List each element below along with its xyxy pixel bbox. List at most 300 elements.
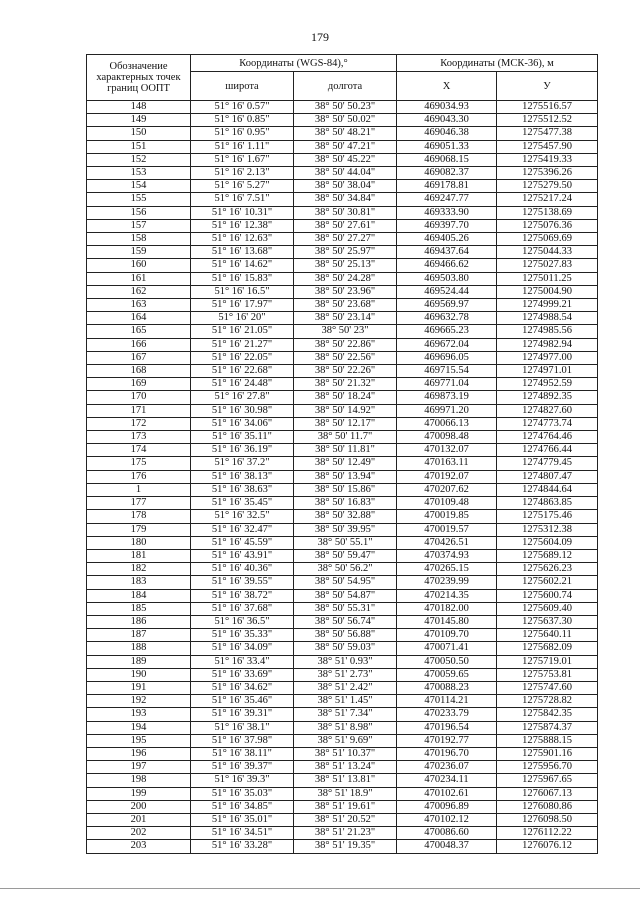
longitude-cell: 38° 51' 20.52": [294, 813, 397, 826]
longitude-cell: 38° 50' 11.81": [294, 444, 397, 457]
longitude-cell: 38° 51' 0.93": [294, 655, 397, 668]
latitude-cell: 51° 16' 21.27": [191, 338, 294, 351]
point-number-cell: 181: [87, 549, 191, 562]
x-cell: 469034.93: [397, 101, 497, 114]
latitude-cell: 51° 16' 36.19": [191, 444, 294, 457]
table-row: [87, 378, 598, 391]
x-cell: 470233.79: [397, 708, 497, 721]
x-cell: 470239.99: [397, 576, 497, 589]
x-cell: 470182.00: [397, 602, 497, 615]
x-cell: 470426.51: [397, 536, 497, 549]
table-row: [87, 642, 598, 655]
y-cell: 1274977.00: [497, 351, 598, 364]
table-row: [87, 629, 598, 642]
x-cell: 469043.30: [397, 114, 497, 127]
y-cell: 1274863.85: [497, 497, 598, 510]
point-number-cell: 155: [87, 193, 191, 206]
y-cell: 1275967.65: [497, 774, 598, 787]
point-number-cell: 168: [87, 365, 191, 378]
latitude-cell: 51° 16' 0.57": [191, 101, 294, 114]
y-cell: 1274985.56: [497, 325, 598, 338]
table-row: [87, 246, 598, 259]
point-number-cell: 157: [87, 219, 191, 232]
y-cell: 1275138.69: [497, 206, 598, 219]
latitude-cell: 51° 16' 20": [191, 312, 294, 325]
x-cell: 470192.77: [397, 734, 497, 747]
table-row: [87, 312, 598, 325]
table-row: [87, 101, 598, 114]
table-row: [87, 470, 598, 483]
table-row: [87, 180, 598, 193]
table-row: [87, 761, 598, 774]
y-cell: 1275719.01: [497, 655, 598, 668]
latitude-cell: 51° 16' 13.68": [191, 246, 294, 259]
x-header: Х: [397, 72, 497, 101]
x-cell: 470102.12: [397, 813, 497, 826]
x-cell: 470109.48: [397, 497, 497, 510]
y-cell: 1275609.40: [497, 602, 598, 615]
latitude-cell: 51° 16' 38.11": [191, 747, 294, 760]
point-number-cell: 191: [87, 681, 191, 694]
longitude-cell: 38° 50' 15.86": [294, 483, 397, 496]
latitude-cell: 51° 16' 32.5": [191, 510, 294, 523]
x-cell: 469672.04: [397, 338, 497, 351]
longitude-cell: 38° 50' 54.87": [294, 589, 397, 602]
table-row: [87, 615, 598, 628]
table-row: [87, 655, 598, 668]
latitude-cell: 51° 16' 35.45": [191, 497, 294, 510]
y-cell: 1275874.37: [497, 721, 598, 734]
x-cell: 469873.19: [397, 391, 497, 404]
x-cell: 469178.81: [397, 180, 497, 193]
point-number-cell: 179: [87, 523, 191, 536]
y-cell: 1275626.23: [497, 563, 598, 576]
coordinates-table: [86, 54, 598, 854]
y-cell: 1274766.44: [497, 444, 598, 457]
latitude-cell: 51° 16' 27.8": [191, 391, 294, 404]
point-number-cell: 198: [87, 774, 191, 787]
longitude-cell: 38° 51' 8.98": [294, 721, 397, 734]
table-row: [87, 497, 598, 510]
longitude-cell: 38° 50' 30.81": [294, 206, 397, 219]
point-number-cell: 177: [87, 497, 191, 510]
point-number-cell: 185: [87, 602, 191, 615]
y-cell: 1274807.47: [497, 470, 598, 483]
longitude-cell: 38° 50' 56.74": [294, 615, 397, 628]
longitude-cell: 38° 50' 50.23": [294, 101, 397, 114]
point-number-cell: 189: [87, 655, 191, 668]
latitude-cell: 51° 16' 2.13": [191, 167, 294, 180]
x-cell: 470059.65: [397, 668, 497, 681]
x-cell: 469082.37: [397, 167, 497, 180]
table-row: [87, 444, 598, 457]
longitude-cell: 38° 50' 59.47": [294, 549, 397, 562]
table-row: [87, 338, 598, 351]
latitude-cell: 51° 16' 15.83": [191, 272, 294, 285]
longitude-cell: 38° 50' 25.13": [294, 259, 397, 272]
table-row: [87, 840, 598, 853]
longitude-cell: 38° 50' 39.95": [294, 523, 397, 536]
point-number-cell: 203: [87, 840, 191, 853]
table-row: [87, 167, 598, 180]
table-row: [87, 721, 598, 734]
y-cell: 1275279.50: [497, 180, 598, 193]
point-number-cell: 173: [87, 431, 191, 444]
longitude-cell: 38° 50' 32.88": [294, 510, 397, 523]
longitude-cell: 38° 51' 21.23": [294, 827, 397, 840]
latitude-cell: 51° 16' 38.63": [191, 483, 294, 496]
y-cell: 1274892.35: [497, 391, 598, 404]
point-number-cell: 149: [87, 114, 191, 127]
latitude-cell: 51° 16' 34.51": [191, 827, 294, 840]
point-number-cell: 154: [87, 180, 191, 193]
point-number-cell: 174: [87, 444, 191, 457]
latitude-cell: 51° 16' 45.59": [191, 536, 294, 549]
y-cell: 1275901.16: [497, 747, 598, 760]
table-row: [87, 457, 598, 470]
wgs84-header: Координаты (WGS-84),°: [191, 55, 397, 72]
table-row: [87, 391, 598, 404]
point-number-cell: 158: [87, 233, 191, 246]
longitude-cell: 38° 50' 18.24": [294, 391, 397, 404]
point-number-cell: 170: [87, 391, 191, 404]
longitude-cell: 38° 50' 54.95": [294, 576, 397, 589]
point-number-cell: 180: [87, 536, 191, 549]
latitude-cell: 51° 16' 7.51": [191, 193, 294, 206]
latitude-cell: 51° 16' 36.5": [191, 615, 294, 628]
y-cell: 1274999.21: [497, 299, 598, 312]
latitude-cell: 51° 16' 24.48": [191, 378, 294, 391]
latitude-cell: 51° 16' 34.06": [191, 417, 294, 430]
y-cell: 1275175.46: [497, 510, 598, 523]
y-cell: 1276067.13: [497, 787, 598, 800]
longitude-cell: 38° 50' 45.22": [294, 153, 397, 166]
x-cell: 470019.85: [397, 510, 497, 523]
y-cell: 1276098.50: [497, 813, 598, 826]
table-row: [87, 589, 598, 602]
x-cell: 470050.50: [397, 655, 497, 668]
latitude-cell: 51° 16' 33.4": [191, 655, 294, 668]
table-row: [87, 365, 598, 378]
longitude-cell: 38° 50' 21.32": [294, 378, 397, 391]
point-number-cell: 167: [87, 351, 191, 364]
longitude-cell: 38° 50' 34.84": [294, 193, 397, 206]
x-cell: 470265.15: [397, 563, 497, 576]
latitude-cell: 51° 16' 1.67": [191, 153, 294, 166]
longitude-cell: 38° 51' 19.35": [294, 840, 397, 853]
x-cell: 469503.80: [397, 272, 497, 285]
y-cell: 1274764.46: [497, 431, 598, 444]
table-row: [87, 708, 598, 721]
longitude-cell: 38° 51' 1.45": [294, 695, 397, 708]
point-number-cell: 151: [87, 140, 191, 153]
x-cell: 470196.70: [397, 747, 497, 760]
x-cell: 469715.54: [397, 365, 497, 378]
point-number-cell: 153: [87, 167, 191, 180]
table-row: [87, 563, 598, 576]
y-cell: 1275516.57: [497, 101, 598, 114]
latitude-cell: 51° 16' 37.2": [191, 457, 294, 470]
x-cell: 470236.07: [397, 761, 497, 774]
longitude-cell: 38° 50' 56.88": [294, 629, 397, 642]
x-cell: 470145.80: [397, 615, 497, 628]
point-number-cell: 184: [87, 589, 191, 602]
point-number-cell: 182: [87, 563, 191, 576]
longitude-cell: 38° 50' 12.49": [294, 457, 397, 470]
y-cell: 1275477.38: [497, 127, 598, 140]
msk36-header: Координаты (МСК-36), м: [397, 55, 598, 72]
point-number-cell: 178: [87, 510, 191, 523]
latitude-cell: 51° 16' 43.91": [191, 549, 294, 562]
point-designation-header: Обозначение характерных точек границ ООПТ: [87, 55, 191, 101]
table-row: [87, 285, 598, 298]
longitude-cell: 38° 51' 19.61": [294, 800, 397, 813]
y-cell: 1274982.94: [497, 338, 598, 351]
table-row: [87, 431, 598, 444]
longitude-cell: 38° 50' 23.96": [294, 285, 397, 298]
longitude-cell: 38° 50' 14.92": [294, 404, 397, 417]
x-cell: 469405.26: [397, 233, 497, 246]
y-cell: 1274952.59: [497, 378, 598, 391]
table-row: [87, 153, 598, 166]
latitude-cell: 51° 16' 10.31": [191, 206, 294, 219]
latitude-cell: 51° 16' 0.85": [191, 114, 294, 127]
y-cell: 1275419.33: [497, 153, 598, 166]
x-cell: 469466.62: [397, 259, 497, 272]
point-number-cell: 200: [87, 800, 191, 813]
table-row: [87, 114, 598, 127]
table-row: [87, 576, 598, 589]
latitude-cell: 51° 16' 39.3": [191, 774, 294, 787]
latitude-cell: 51° 16' 16.5": [191, 285, 294, 298]
y-cell: 1275728.82: [497, 695, 598, 708]
x-cell: 470214.35: [397, 589, 497, 602]
latitude-cell: 51° 16' 32.47": [191, 523, 294, 536]
table-row: [87, 417, 598, 430]
latitude-cell: 51° 16' 33.69": [191, 668, 294, 681]
latitude-cell: 51° 16' 0.95": [191, 127, 294, 140]
x-cell: 469333.90: [397, 206, 497, 219]
latitude-cell: 51° 16' 22.05": [191, 351, 294, 364]
x-cell: 469397.70: [397, 219, 497, 232]
table-row: [87, 774, 598, 787]
y-cell: 1275069.69: [497, 233, 598, 246]
latitude-cell: 51° 16' 30.98": [191, 404, 294, 417]
table-row: [87, 351, 598, 364]
table-row: [87, 483, 598, 496]
x-cell: 469771.04: [397, 378, 497, 391]
latitude-cell: 51° 16' 35.03": [191, 787, 294, 800]
longitude-cell: 38° 51' 7.34": [294, 708, 397, 721]
table-row: [87, 404, 598, 417]
table-row: [87, 734, 598, 747]
point-number-cell: 190: [87, 668, 191, 681]
page-number: 179: [311, 30, 329, 44]
longitude-cell: 38° 50' 59.03": [294, 642, 397, 655]
page-bottom-rule: [0, 888, 640, 889]
table-row: [87, 233, 598, 246]
point-number-cell: 195: [87, 734, 191, 747]
x-cell: 470196.54: [397, 721, 497, 734]
x-cell: 470086.60: [397, 827, 497, 840]
y-cell: 1275011.25: [497, 272, 598, 285]
x-cell: 469569.97: [397, 299, 497, 312]
longitude-cell: 38° 50' 23": [294, 325, 397, 338]
x-cell: 469524.44: [397, 285, 497, 298]
x-cell: 469068.15: [397, 153, 497, 166]
y-cell: 1275637.30: [497, 615, 598, 628]
table-row: [87, 800, 598, 813]
point-number-cell: 162: [87, 285, 191, 298]
point-number-cell: 148: [87, 101, 191, 114]
longitude-header: долгота: [294, 72, 397, 101]
latitude-cell: 51° 16' 22.68": [191, 365, 294, 378]
point-number-cell: 171: [87, 404, 191, 417]
longitude-cell: 38° 51' 13.81": [294, 774, 397, 787]
longitude-cell: 38° 50' 38.04": [294, 180, 397, 193]
table-row: [87, 259, 598, 272]
longitude-cell: 38° 50' 56.2": [294, 563, 397, 576]
y-cell: 1275640.11: [497, 629, 598, 642]
table-row: [87, 325, 598, 338]
latitude-cell: 51° 16' 12.38": [191, 219, 294, 232]
table-row: [87, 681, 598, 694]
longitude-cell: 38° 50' 27.27": [294, 233, 397, 246]
latitude-cell: 51° 16' 38.1": [191, 721, 294, 734]
longitude-cell: 38° 50' 47.21": [294, 140, 397, 153]
point-number-cell: 163: [87, 299, 191, 312]
y-cell: 1274971.01: [497, 365, 598, 378]
table-row: [87, 787, 598, 800]
longitude-cell: 38° 51' 2.73": [294, 668, 397, 681]
latitude-cell: 51° 16' 34.62": [191, 681, 294, 694]
point-number-cell: 196: [87, 747, 191, 760]
longitude-cell: 38° 50' 24.28": [294, 272, 397, 285]
table-body: [87, 101, 598, 854]
longitude-cell: 38° 50' 50.02": [294, 114, 397, 127]
y-cell: 1275076.36: [497, 219, 598, 232]
latitude-cell: 51° 16' 35.46": [191, 695, 294, 708]
y-cell: 1275312.38: [497, 523, 598, 536]
point-number-cell: 175: [87, 457, 191, 470]
table-row: [87, 299, 598, 312]
point-number-cell: 192: [87, 695, 191, 708]
x-cell: 470071.41: [397, 642, 497, 655]
table-row: [87, 206, 598, 219]
table-header: [87, 55, 598, 101]
x-cell: 469971.20: [397, 404, 497, 417]
x-cell: 470234.11: [397, 774, 497, 787]
table-row: [87, 602, 598, 615]
x-cell: 470019.57: [397, 523, 497, 536]
y-cell: 1275600.74: [497, 589, 598, 602]
longitude-cell: 38° 51' 9.69": [294, 734, 397, 747]
point-number-cell: 152: [87, 153, 191, 166]
point-number-cell: 160: [87, 259, 191, 272]
latitude-cell: 51° 16' 39.37": [191, 761, 294, 774]
point-number-cell: 172: [87, 417, 191, 430]
table-row: [87, 193, 598, 206]
point-number-cell: 156: [87, 206, 191, 219]
x-cell: 470132.07: [397, 444, 497, 457]
y-cell: 1275457.90: [497, 140, 598, 153]
y-cell: 1276076.12: [497, 840, 598, 853]
x-cell: 470207.62: [397, 483, 497, 496]
longitude-cell: 38° 50' 22.56": [294, 351, 397, 364]
point-number-cell: 193: [87, 708, 191, 721]
x-cell: 469632.78: [397, 312, 497, 325]
y-header: У: [497, 72, 598, 101]
latitude-cell: 51° 16' 35.01": [191, 813, 294, 826]
table-row: [87, 813, 598, 826]
y-cell: 1275753.81: [497, 668, 598, 681]
latitude-cell: 51° 16' 34.85": [191, 800, 294, 813]
x-cell: 469665.23: [397, 325, 497, 338]
point-number-cell: 150: [87, 127, 191, 140]
y-cell: 1275004.90: [497, 285, 598, 298]
point-number-cell: 159: [87, 246, 191, 259]
longitude-cell: 38° 50' 22.26": [294, 365, 397, 378]
latitude-cell: 51° 16' 14.62": [191, 259, 294, 272]
y-cell: 1274779.45: [497, 457, 598, 470]
y-cell: 1275602.21: [497, 576, 598, 589]
y-cell: 1275027.83: [497, 259, 598, 272]
y-cell: 1276080.86: [497, 800, 598, 813]
point-number-cell: 161: [87, 272, 191, 285]
table-row: [87, 140, 598, 153]
y-cell: 1275682.09: [497, 642, 598, 655]
point-number-cell: 188: [87, 642, 191, 655]
latitude-cell: 51° 16' 38.72": [191, 589, 294, 602]
longitude-cell: 38° 50' 25.97": [294, 246, 397, 259]
longitude-cell: 38° 50' 23.14": [294, 312, 397, 325]
table-row: [87, 695, 598, 708]
point-number-cell: 165: [87, 325, 191, 338]
x-cell: 470096.89: [397, 800, 497, 813]
x-cell: 470114.21: [397, 695, 497, 708]
longitude-cell: 38° 51' 10.37": [294, 747, 397, 760]
table-row: [87, 549, 598, 562]
y-cell: 1275512.52: [497, 114, 598, 127]
latitude-cell: 51° 16' 37.68": [191, 602, 294, 615]
x-cell: 469437.64: [397, 246, 497, 259]
y-cell: 1275604.09: [497, 536, 598, 549]
y-cell: 1275689.12: [497, 549, 598, 562]
point-number-cell: 1: [87, 483, 191, 496]
x-cell: 470048.37: [397, 840, 497, 853]
latitude-cell: 51° 16' 37.98": [191, 734, 294, 747]
point-number-cell: 194: [87, 721, 191, 734]
longitude-cell: 38° 50' 13.94": [294, 470, 397, 483]
y-cell: 1274827.60: [497, 404, 598, 417]
y-cell: 1275842.35: [497, 708, 598, 721]
latitude-cell: 51° 16' 40.36": [191, 563, 294, 576]
y-cell: 1275044.33: [497, 246, 598, 259]
table-row: [87, 510, 598, 523]
point-number-cell: 183: [87, 576, 191, 589]
table-row: [87, 127, 598, 140]
point-number-cell: 187: [87, 629, 191, 642]
table-row: [87, 272, 598, 285]
latitude-cell: 51° 16' 38.13": [191, 470, 294, 483]
latitude-cell: 51° 16' 17.97": [191, 299, 294, 312]
latitude-cell: 51° 16' 21.05": [191, 325, 294, 338]
x-cell: 470098.48: [397, 431, 497, 444]
x-cell: 470192.07: [397, 470, 497, 483]
latitude-cell: 51° 16' 33.28": [191, 840, 294, 853]
latitude-cell: 51° 16' 12.63": [191, 233, 294, 246]
longitude-cell: 38° 50' 23.68": [294, 299, 397, 312]
